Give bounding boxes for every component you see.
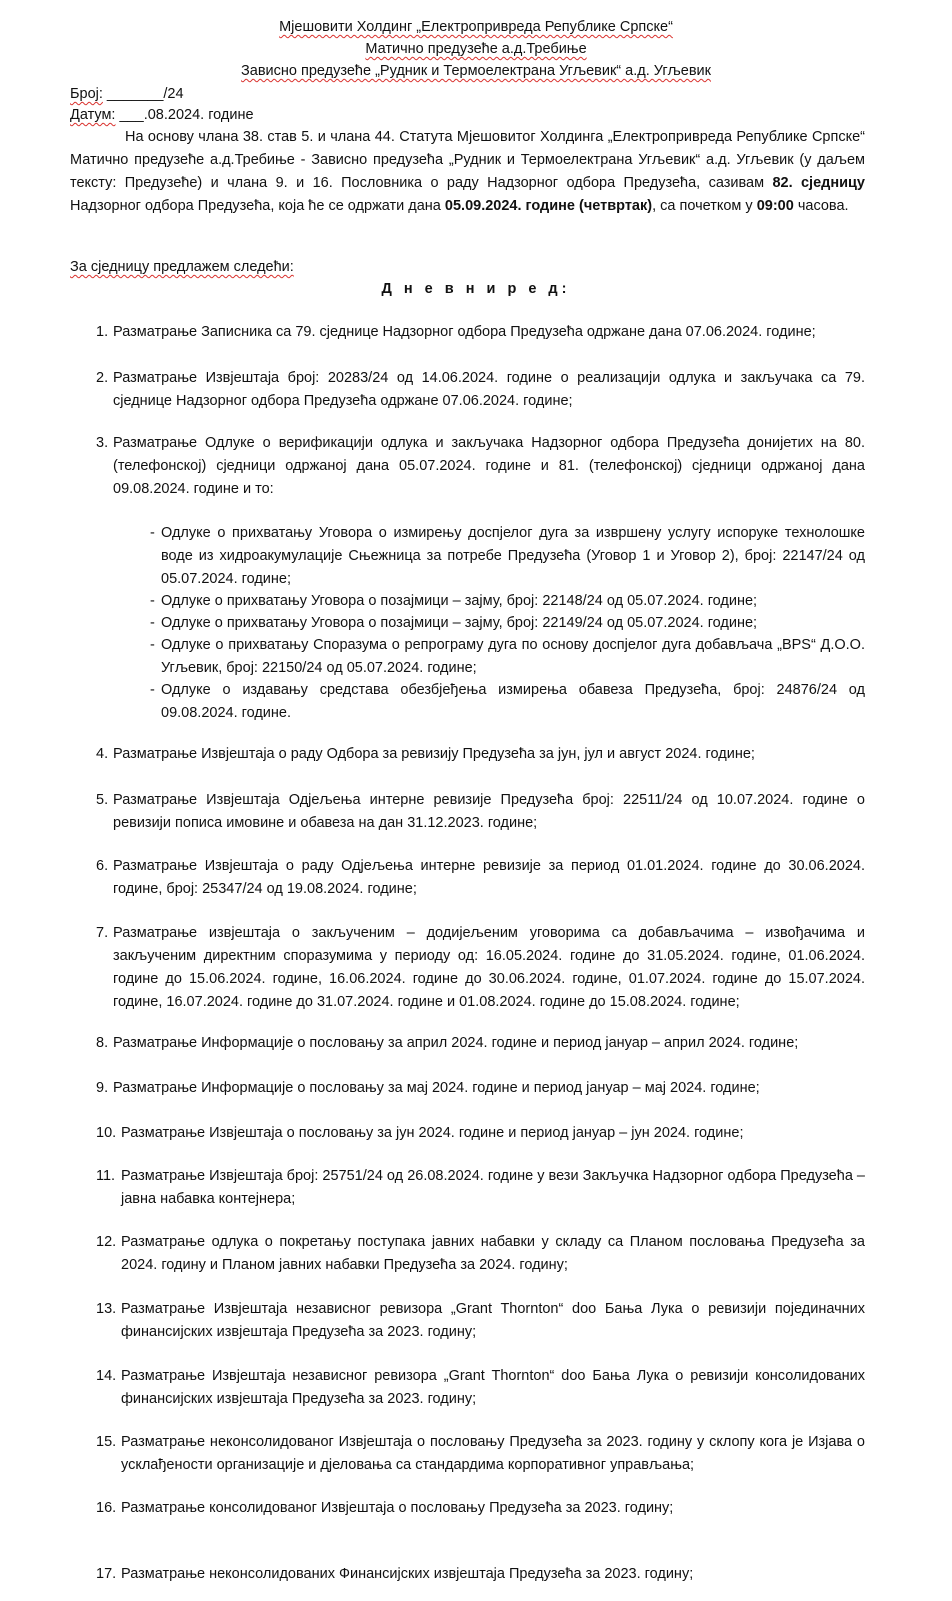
intro-paragraph: На основу члана 38. став 5. и члана 44. Статута Мјешовитог Холдинга „Електропривреда Републике Српске“ Матично предузеће а.д.Требиње - Зависно предузећа „Рудник и Термоелектрана Угљевик“ а.д. Угљевик (у даљем тексту: Предузеће) и члана 9. и 16. Пословника о раду Надзорног одбора Предузећа, сазивам 82. сједницу Надзорног одбора Предузећа, која ће се одржати дана 05.09.2024. године (четвртак), са почетком у 09:00 часова.: [70, 129, 865, 214]
header-line-3: Зависно предузеће „Рудник и Термоелектрана Угљевик“ а.д. Угљевик: [241, 63, 711, 79]
header-line-1: Мјешовити Холдинг „Електропривреда Републике Српске“: [279, 19, 673, 35]
document-page: Мјешовити Холдинг „Електропривреда Републике Српске“ Матично предузеће а.д.Требиње Зависно предузеће „Рудник и Термоелектрана Угљевик“ а.д. Угљевик Број: _______/24 Датум: ___.08.2024. године На основу члана 38. став 5. и члана 44. Статута Мјешовитог Холдинга „Електропривреда Републике Српске“ Матично предузеће а.д.Требиње - Зависно предузећа „Рудник и Термоелектрана Угљевик“ а.д. Угљевик (у даљем тексту: Предузеће) и члана 9. и 16. Пословника о раду Надзорног одбора Предузећа, сазивам 82. сједницу Надзорног одбора Предузећа, која ће се одржати дана 05.09.2024. године (четвртак), са почетком у 09:00 часова. За сједницу предлажем следећи: Д н е в н и р е д: 1. Разматрање Записника са 79. сједнице Надзорног одбора Предузећа одржане дана 07.06.2024. године; 2. Разматрање Извјештаја број: 20283/24 од 14.06.2024. године о реализацији одлука и закључака са 79. сједнице Надзорног одбора Предузећа одржане 07.06.2024. године; 3. Разматрање Одлуке о верификацији одлука и закључака Надзорног одбора Предузећа донијетих на 80. (телефонској) сједници одржаној дана 05.07.2024. године и 81. (телефонској) сједници одржаној дана 09.08.2024. године и то: - Одлуке о прихватању Уговора о измирењу доспјелог дуга за извршену услугу испоруке технолошке воде из хидроакумулације Сњежница за потребе Предузећа (Уговор 1 и Уговор 2), број: 22147/24 од 05.07.2024. године; - Одлуке о прихватању Уговора о позајмици – зајму, број: 22148/24 од 05.07.2024. године; - Одлуке о прихватању Уговора о позајмици – зајму, број: 22149/24 од 05.07.2024. године; - Одлуке о прихватању Споразума о репрограму дуга по основу доспјелог дуга добављача „BPS“ Д.О.О. Угљевик, број: 22150/24 од 05.07.2024. године; - Одлуке о издавању средстава обезбјеђења измирења обавеза Предузећа, број: 24876/24 од 09.08.2024. године. 4. Разматрање Извјештаја о раду Одбора за ревизију Предузећа за јун, јул и август 2024. године; 5. Разматрање Извјештаја Одјељења интерне ревизије Предузећа број: 22511/24 од 10.07.2024. године о ревизији пописа имовине и обавеза на дан 31.12.2023. године; 6. Разматрање Извјештаја о раду Одјељења интерне ревизије за период 01.01.2024. године до 30.06.2024. године, број: 25347/24 од 19.08.2024. године; 7. Разматрање извјештаја о закљученим – додијељеним уговорима са добављачима – извођачима и закљученим директним споразумима у периоду од: 16.05.2024. године до 31.05.2024. године, 01.06.2024. године до 15.06.2024. године, 16.06.2024. године до 30.06.2024. године, 01.07.2024. године до 15.07.2024. године, 16.07.2024. године до 31.07.2024. године и 01.08.2024. године до 15.08.2024. године; 8. Разматрање Информације о пословању за април 2024. године и период јануар – април 2024. године; 9. Разматрање Информације о пословању за мај 2024. године и период јануар – мај 2024. године; 10. Разматрање Извјештаја о пословању за јун 2024. године и период јануар – јун 2024. године; 11. Разматрање Извјештаја број: 25751/24 од 26.08.2024. године у вези Закључка Надзорног одбора Предузећа – јавна набавка контејнера; 12. Разматрање одлука о покретању поступака јавних набавки у складу са Планом пословања Предузећа за 2024. годину и Планом јавних набавки Предузећа за 2024. годину; 13. Разматрање Извјештаја независног ревизора „Grant Thornton“ doo Бања Лука о ревизији појединачних финансијских извјештаја Предузећа за 2023. годину; 14. Разматрање Извјештаја независног ревизора „Grant Thornton“ doo Бања Лука о ревизији консолидованих финансијских извјештаја Предузећа за 2023. годину; 15. Разматрање неконсолидованог Извјештаја о пословању Предузећа за 2023. годину у склопу кога је Изјава о усклађености организације и дјеловања са стандардима корпоративног управљања; 16. Разматрање консолидованог Извјештаја о пословању Предузећа за 2023. годину; 17. Разматрање неконсолидованих Финансијских извјештаја Предузећа за 2023. годину;: [0, 0, 952, 1601]
proposal-line: За сједницу предлажем следећи:: [70, 259, 294, 275]
agenda-title: Д н е в н и р е д:: [381, 281, 571, 297]
document-number: Број: _______/24: [70, 86, 184, 102]
document-date: Датум: ___.08.2024. године: [70, 107, 254, 123]
header-line-2: Матично предузеће а.д.Требиње: [365, 41, 587, 57]
